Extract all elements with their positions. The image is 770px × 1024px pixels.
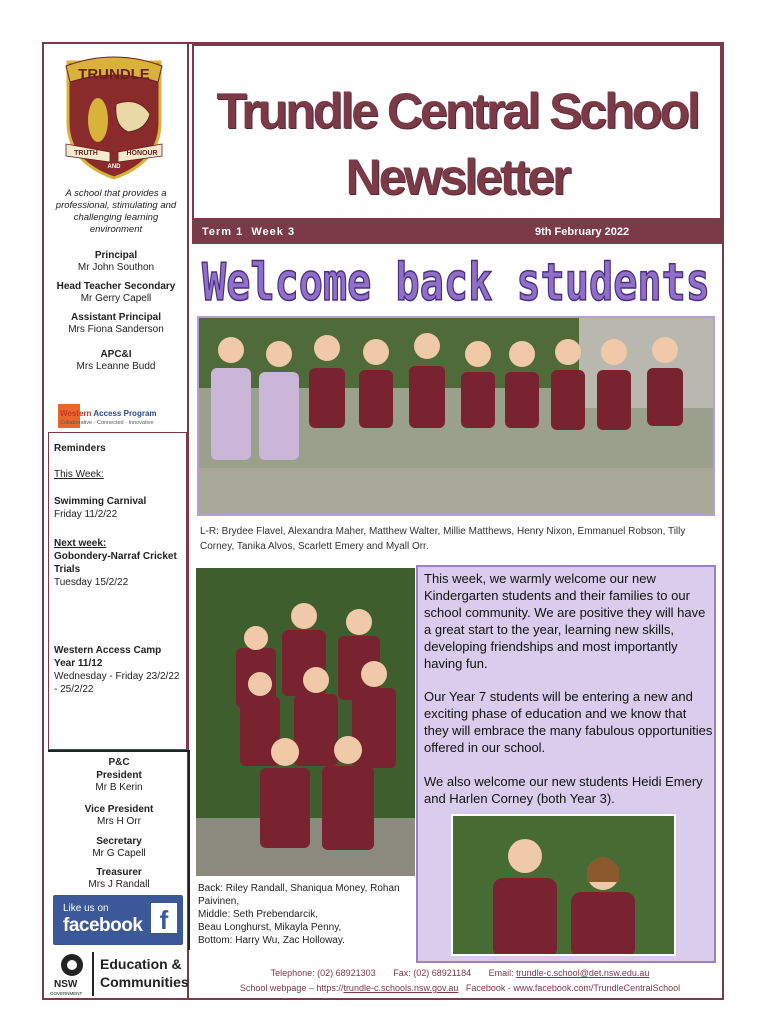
caption-line-back: Back: Riley Randall, Shaniqua Money, Rohan Paivinen, — [198, 883, 400, 907]
waratah-icon — [54, 952, 90, 978]
staff-role-head-teacher: Head Teacher Secondary — [56, 281, 176, 292]
term-week: Term 1 Week 3 — [202, 226, 296, 238]
swimming-carnival-date: Friday 11/2/22 — [54, 509, 118, 520]
school-crest-logo — [58, 52, 170, 180]
newsletter-title: Trundle Central School — [216, 83, 698, 139]
facebook-url-text[interactable]: Facebook - www.facebook.com/TrundleCentralSchool — [465, 983, 681, 993]
pc-heading: P&C — [108, 757, 130, 768]
facebook-wordmark: facebook — [63, 915, 143, 936]
western-access-tagline: Collaborative · Connected · Innovative — [60, 420, 154, 426]
this-week-label: This Week: — [54, 469, 104, 480]
camp-title: Western Access Camp Year 11/12 — [54, 645, 162, 669]
reminders-heading: Reminders — [54, 443, 106, 454]
email-label: Email: — [488, 968, 514, 978]
pc-name-treasurer: Mrs J Randall — [88, 879, 150, 890]
nsw-education-logo — [48, 950, 188, 998]
facebook-like-badge[interactable] — [53, 895, 183, 945]
web-label: School webpage – https:// — [239, 983, 344, 993]
welcome-banner — [196, 244, 716, 316]
kindergarten-group-photo — [197, 316, 715, 516]
school-motto: A school that provides a professional, stimulating and challenging learning environment — [55, 188, 177, 235]
caption-line-middle-2: Beau Longhurst, Mikayla Penny, — [198, 922, 342, 933]
nsw-government-text: GOVERNMENT — [50, 991, 83, 996]
pc-name-vice-president: Mrs H Orr — [97, 816, 141, 827]
pc-name-president: Mr B Kerin — [95, 782, 143, 793]
pc-role-president: President — [96, 770, 142, 781]
staff-name-head-teacher: Mr Gerry Capell — [80, 293, 152, 304]
paragraph-year7: Our Year 7 students will be entering a new and exciting phase of education and we know that they will embrace the many fabulous opportunities offered in our school. — [424, 689, 713, 755]
welcome-banner-text: Welcome back students — [202, 253, 710, 313]
staff-name-principal: Mr John Southon — [77, 262, 155, 273]
camp-date: Wednesday - Friday 23/2/22 - 25/2/22 — [54, 671, 180, 695]
cricket-trials-date: Tuesday 15/2/22 — [54, 577, 129, 588]
western-access-logo — [58, 404, 184, 430]
caption-line-bottom: Bottom: Harry Wu, Zac Holloway. — [198, 935, 345, 946]
pc-name-secretary: Mr G Capell — [92, 848, 146, 859]
paragraph-new-students: We also welcome our new students Heidi Emery and Harlen Corney (both Year 3). — [424, 774, 703, 806]
communities-text: Communities — [100, 974, 189, 990]
pc-role-treasurer: Treasurer — [96, 867, 142, 878]
crest-motto-right: HONOUR — [126, 150, 158, 157]
newsletter-subtitle: Newsletter — [345, 149, 569, 205]
next-week-label: Next week: — [54, 538, 107, 549]
western-access-word: Western — [60, 409, 92, 418]
kindergarten-photo-caption: L-R: Brydee Flavel, Alexandra Maher, Matthew Walter, Millie Matthews, Henry Nixon, Emmanuel Robson, Tilly Corney, Tanika Alvos, Scarlett Emery and Myall Orr. — [200, 526, 686, 552]
swimming-carnival-title: Swimming Carnival — [54, 496, 147, 507]
facebook-f-icon: f — [151, 903, 177, 933]
crest-motto-mid: AND — [107, 164, 121, 170]
staff-role-assistant-principal: Assistant Principal — [70, 312, 162, 323]
caption-line-middle: Middle: Seth Prebendarcik, — [198, 909, 319, 920]
facebook-like-text: Like us on — [63, 903, 109, 914]
year7-photo-caption — [198, 882, 413, 947]
contact-line-1 — [200, 968, 720, 978]
staff-name-assistant-principal: Mrs Fiona Sanderson — [68, 324, 164, 335]
crest-top-text: TRUNDLE — [78, 66, 150, 83]
nsw-wordmark: NSW — [54, 979, 78, 990]
pc-role-secretary: Secretary — [96, 836, 142, 847]
pc-role-vice-president: Vice President — [84, 804, 154, 815]
contact-line-2 — [200, 983, 720, 993]
nsw-divider — [92, 952, 94, 996]
crest-motto-left: TRUTH — [74, 150, 98, 157]
staff-role-apc: APC&I — [100, 349, 132, 360]
staff-name-apc: Mrs Leanne Budd — [76, 361, 156, 372]
education-text: Education & — [100, 956, 182, 972]
school-website-link[interactable]: trundle-c.schools.nsw.gov.au — [343, 983, 459, 993]
staff-role-principal: Principal — [94, 250, 138, 261]
new-students-photo — [451, 814, 676, 956]
cricket-trials-title: Gobondery-Narraf Cricket Trials — [54, 551, 177, 575]
access-program-word: Access Program — [93, 409, 157, 418]
fax-text: Fax: (02) 68921184 — [393, 968, 472, 978]
issue-date: 9th February 2022 — [535, 226, 630, 238]
telephone-text: Telephone: (02) 68921303 — [270, 968, 376, 978]
year7-group-photo — [194, 566, 417, 878]
email-link[interactable]: trundle-c.school@det.nsw.edu.au — [516, 968, 650, 978]
paragraph-kindergarten: This week, we warmly welcome our new Kindergarten students and their families to our school community. We are positive they will have a great start to the year, learning new skills, developing friendships and most importantly having fun. — [424, 571, 706, 671]
